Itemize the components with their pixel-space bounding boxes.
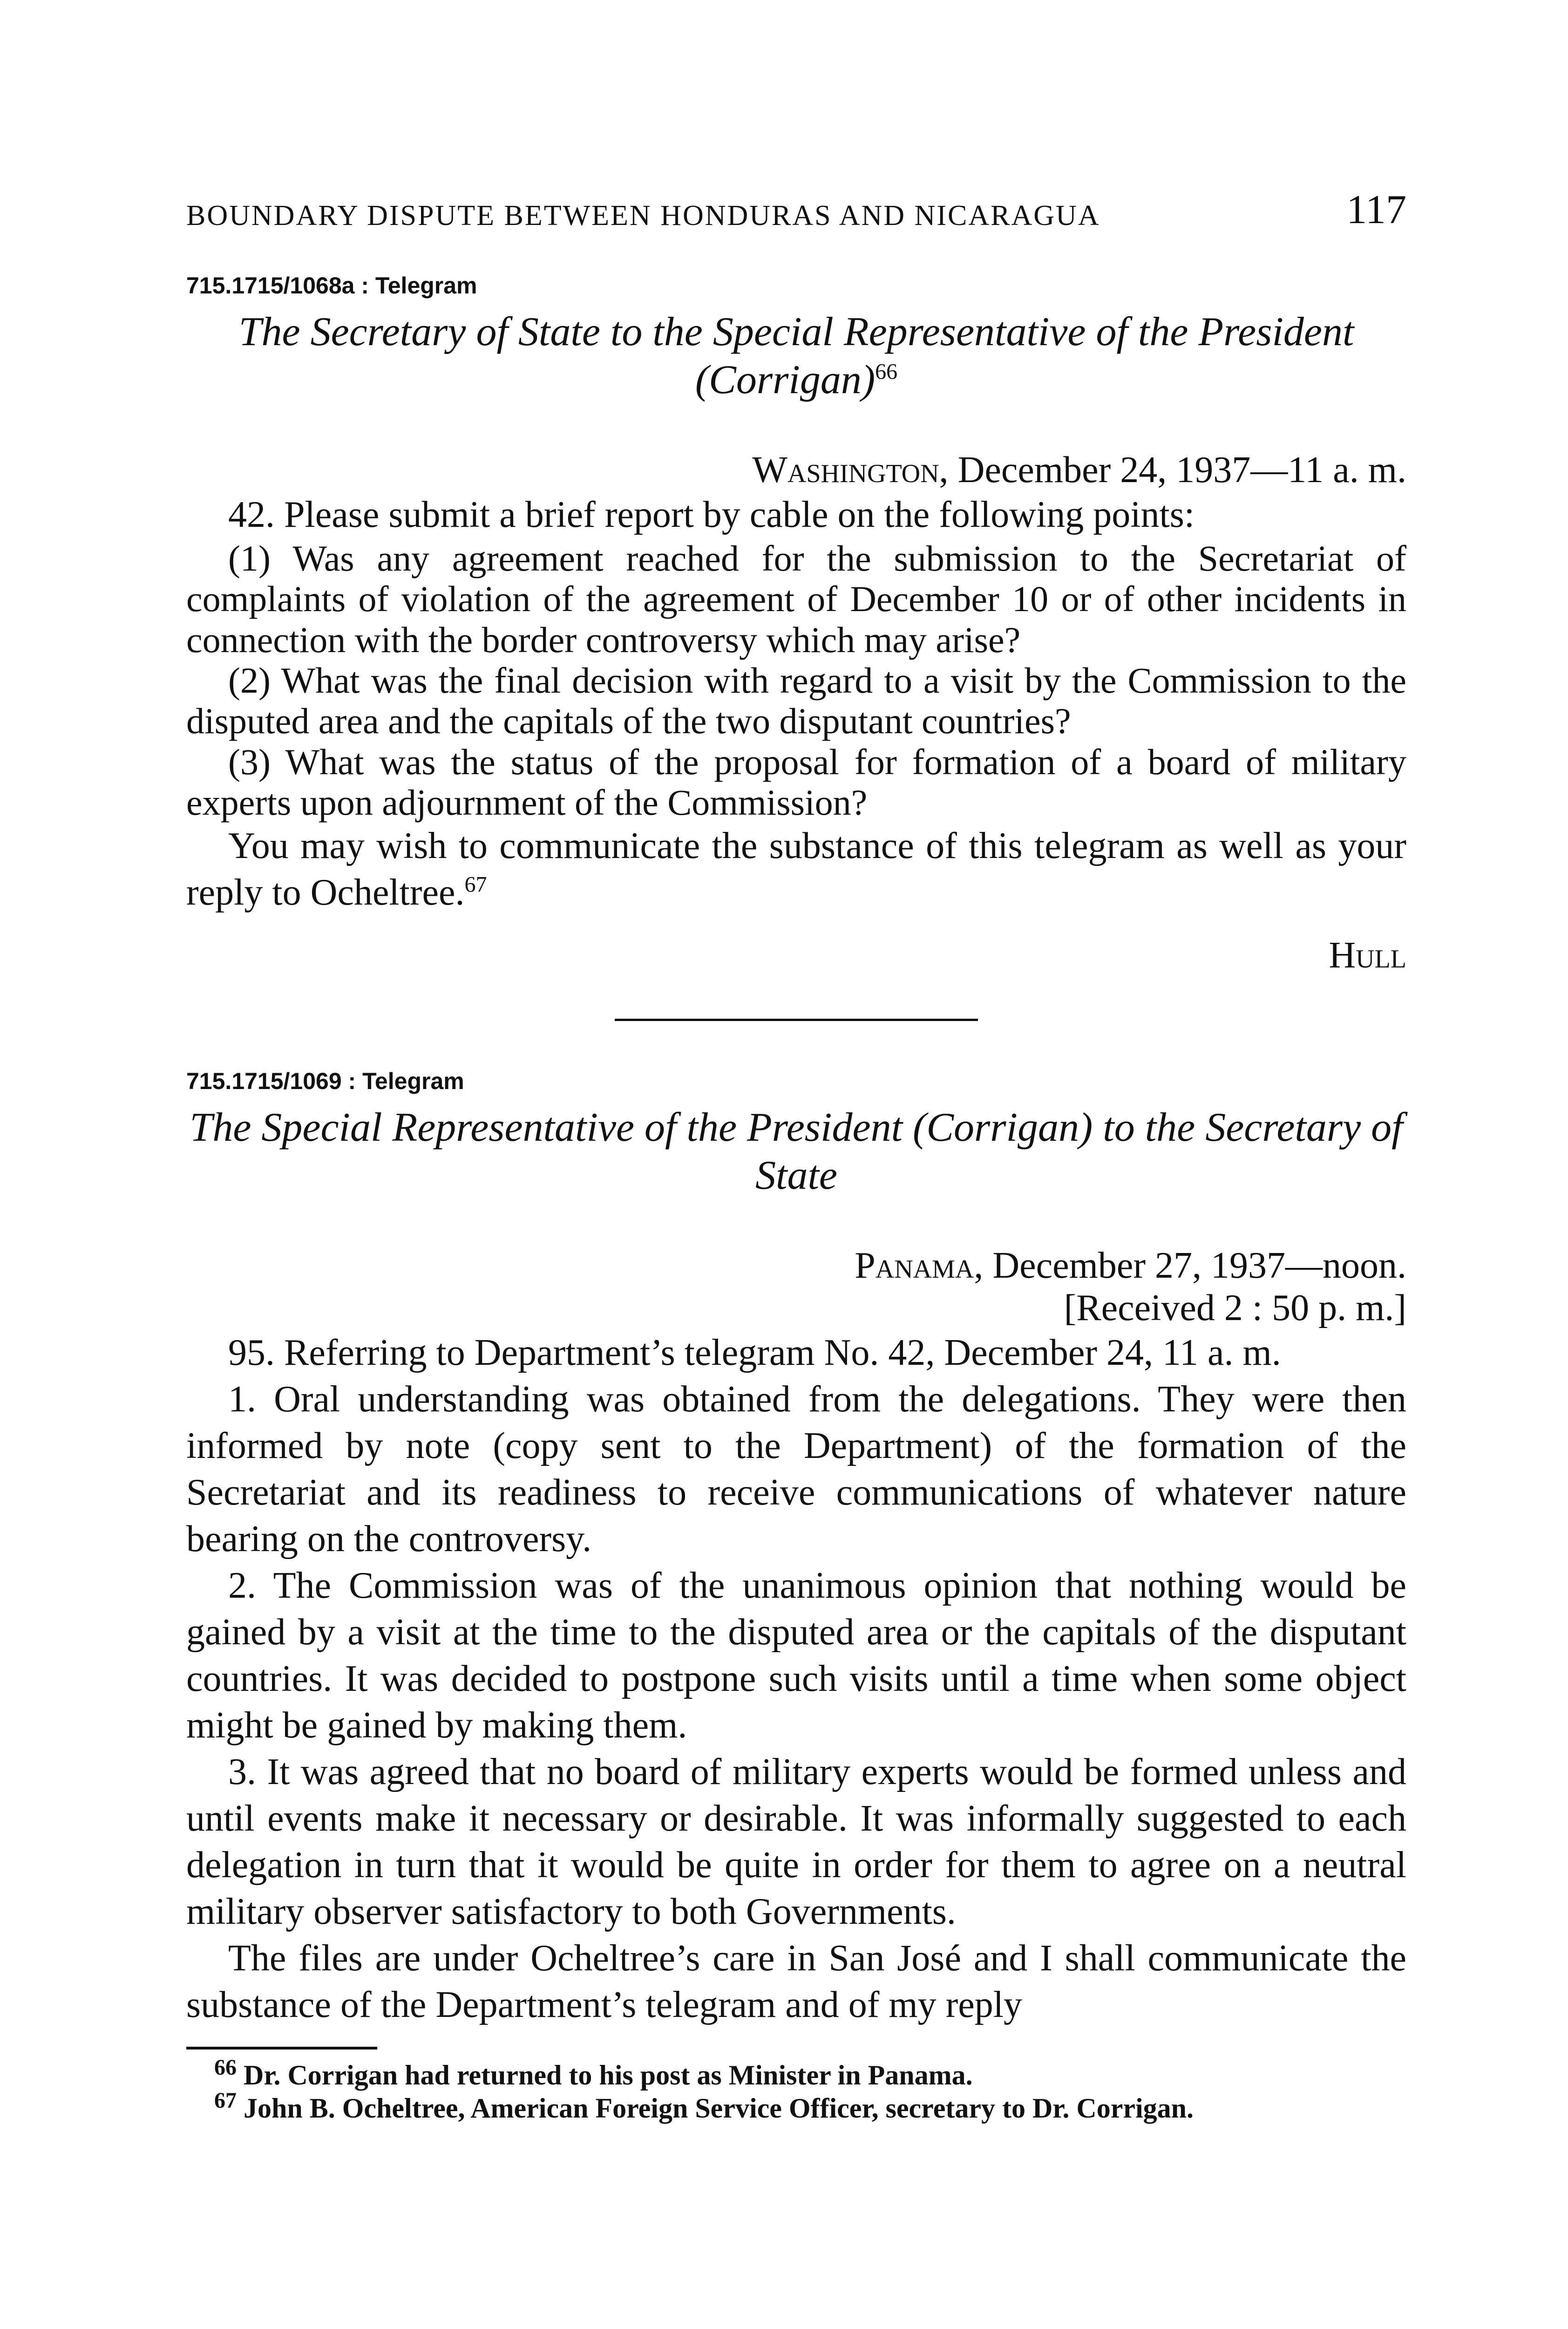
footnote-mark: 67 [214, 2088, 237, 2113]
date: December 27, 1937—noon. [992, 1245, 1406, 1287]
file-reference: 715.1715/1069 : Telegram [186, 1068, 464, 1095]
running-title: BOUNDARY DISPUTE BETWEEN HONDURAS AND NICARAGUA [186, 200, 1100, 232]
footnote-text: John B. Ocheltree, American Foreign Service Officer, secretary to Dr. Corrigan. [244, 2093, 1194, 2124]
file-reference: 715.1715/1068a : Telegram [186, 272, 477, 299]
running-header [186, 186, 1406, 238]
date: December 24, 1937—11 a. m. [957, 449, 1406, 490]
paragraph: (2) What was the final decision with regard to a visit by the Commission to the disputed area and the capitals of the two disputant countries? [186, 660, 1406, 742]
footnote [186, 2088, 1406, 2125]
paragraph [186, 823, 1406, 916]
place: Washington, [752, 449, 949, 490]
footnote [186, 2055, 1406, 2092]
received-time: [Received 2 : 50 p. m.] [1064, 1287, 1406, 1329]
document-page [186, 186, 1406, 2125]
telegram-2 [186, 1068, 1406, 2028]
paragraph-text: You may wish to communicate the substance of this telegram as well as your reply to Ocheltree. [186, 825, 1406, 913]
document-title [186, 308, 1406, 404]
place-date-line [186, 1245, 1406, 1287]
page-number: 117 [1346, 187, 1406, 232]
place: Panama, [855, 1245, 984, 1287]
telegram-1 [186, 272, 1406, 977]
paragraph: The files are under Ocheltree’s care in San José and I shall communicate the substance of the Department’s telegram and of my reply [186, 1938, 1406, 2026]
footnote-text: Dr. Corrigan had returned to his post as Minister in Panama. [244, 2060, 973, 2091]
paragraph: 2. The Commission was of the unanimous opinion that nothing would be gained by a visit at the time to the disputed area or the capitals of the disputant countries. It was decided to postpone such visits until a time when some object might be gained by making them. [186, 1565, 1406, 1746]
paragraph: (1) Was any agreement reached for the submission to the Secretariat of complaints of violation of the agreement of December 10 or of other incidents in connection with the border controversy which may arise? [186, 538, 1406, 660]
footnotes [186, 2055, 1406, 2125]
footnote-mark: 66 [214, 2055, 237, 2080]
footnote-rule [186, 2047, 377, 2050]
signature: Hull [1329, 935, 1406, 976]
footnote-mark: 66 [875, 359, 898, 384]
document-title: The Special Representative of the President (Corrigan) to the Secretary of State [190, 1105, 1403, 1199]
paragraph: 95. Referring to Department’s telegram No. 42, December 24, 11 a. m. [228, 1332, 1281, 1374]
section-divider [615, 1019, 978, 1021]
paragraph: 42. Please submit a brief report by cable on the following points: [228, 494, 1195, 535]
paragraph: (3) What was the status of the proposal for formation of a board of military experts upon adjournment of the Commission? [186, 741, 1406, 823]
place-date-line [186, 449, 1406, 491]
paragraph: 1. Oral understanding was obtained from the delegations. They were then informed by note (copy sent to the Department) of the formation of the Secretariat and its readiness to receive communications of whatever nature bearing on the controversy. [186, 1379, 1406, 1560]
paragraph: 3. It was agreed that no board of military experts would be formed unless and until events make it necessary or desirable. It was informally suggested to each delegation in turn that it would be quite in order for them to agree on a neutral military observer satisfactory to both Governments. [186, 1751, 1406, 1933]
document-title-text: The Secretary of State to the Special Representative of the President (Corrigan) [238, 309, 1354, 402]
footnote-mark: 67 [464, 872, 487, 897]
